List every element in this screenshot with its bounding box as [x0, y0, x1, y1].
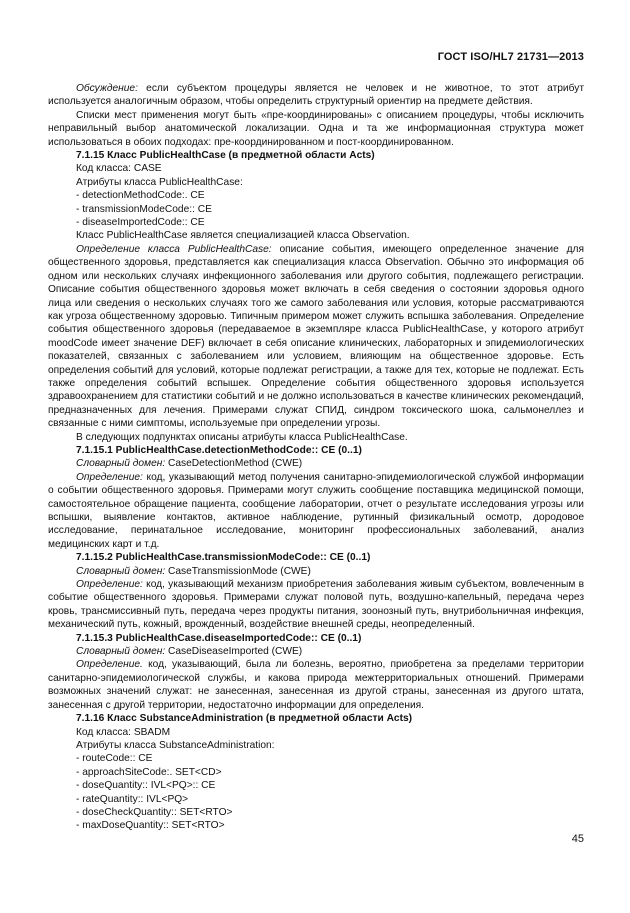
paragraph-text: если субъектом процедуры является не человек и не животное, то этот атрибут используется аналогичным образом, чтобы определить структурный ориентир на предмете действия. — [48, 83, 584, 108]
class-code: Код класса: CASE — [76, 163, 162, 175]
term-label: Словарный домен: — [76, 458, 166, 470]
term-label: Определение. — [76, 659, 143, 671]
vocabulary-domain — [48, 645, 584, 658]
section-heading-substance-administration: 7.1.16 Класс SubstanceAdministration (в предметной области Acts) — [76, 713, 413, 725]
vocabulary-domain — [48, 565, 584, 578]
domain-value: CaseTransmissionMode (CWE) — [165, 565, 311, 577]
term-label: Определение: — [76, 471, 143, 483]
term-label: Определение: — [76, 579, 143, 591]
vocabulary-domain — [48, 457, 584, 470]
term-label: Обсуждение: — [76, 83, 138, 94]
paragraph-text: описание события, имеющего определенное значение для общественного здоровья, представляется как специализация класса Observation. Обычно это информация об одном или нескольких случаях инфекционного заболевания или другого события, подлежащего регистрации. Описание события общественного здоровья может включать в себя сведения о состоянии здоровья одного лица или сведения о нескольких случаях того же самого заболевания или условия, которые рассматриваются как угроза общественному здоровью. Типичным примером может служить вспышка заболевания. Определение события общественного здоровья (передаваемое в экземпляре класса PublicHealthCase, у которого атрибут moodCode имеет значение DEF) включает в себя описание клинических, лабораторных и эпидемиологических показателей, связанных с заболеванием или условием, влияющим на общественное здоровье. Есть определения событий для условий, которые подлежат регистрации, а также для тех, которые не подлежат. Есть также определения событий вспышек. Определение события общественного здоровья используется здравоохранением для статистики событий и не должно использоваться в качестве клинических рекомендаций, предназначенных для лечения. Примерами служат СПИД, синдром токсического шока, сальмонеллез и связанные с ними симптомы, используемые при определении угрозы. — [48, 243, 585, 430]
attribute-item: - routeCode:: CE — [76, 753, 153, 765]
definition-paragraph — [48, 658, 584, 712]
term-label: Определение класса PublicHealthCase: — [76, 243, 272, 255]
paragraph-text: код, указывающий, была ли болезнь, вероятно, приобретена за пределами территории санитарно-эпидемиологической службы, и какова природа межтерриториальных отношений. Примерами возможных значений служат: не занесенная, занесенная из другой страны, занесенная из другого штата, занесенная с другой территории, недостаточно информации для определения. — [48, 659, 584, 711]
attribute-item: - approachSiteCode:. SET<CD> — [76, 766, 222, 778]
attribute-item: - diseaseImportedCode:: CE — [76, 217, 205, 229]
subsection-heading-detection-method: 7.1.15.1 PublicHealthCase.detectionMethodCode:: CE (0..1) — [76, 444, 362, 456]
specialization-note: Класс PublicHealthCase является специализацией класса Observation. — [76, 230, 410, 242]
paragraph-subitems-intro: В следующих подпунктах описаны атрибуты класса PublicHealthCase. — [76, 431, 408, 443]
document-header: ГОСТ ISO/HL7 21731—2013 — [437, 51, 584, 63]
term-label: Словарный домен: — [76, 565, 166, 577]
attributes-label: Атрибуты класса SubstanceAdministration: — [76, 739, 275, 751]
attributes-label: Атрибуты класса PublicHealthCase: — [76, 176, 243, 188]
attribute-item: - detectionMethodCode:. CE — [76, 190, 205, 202]
domain-value: CaseDetectionMethod (CWE) — [165, 458, 303, 470]
attribute-item: - rateQuantity:: IVL<PQ> — [76, 793, 189, 805]
class-code: Код класса: SBADM — [76, 726, 171, 738]
attribute-item: - doseCheckQuantity:: SET<RTO> — [76, 806, 233, 818]
subsection-heading-transmission-mode: 7.1.15.2 PublicHealthCase.transmissionModeCode:: CE (0..1) — [76, 552, 371, 564]
page-number: 45 — [571, 833, 584, 845]
paragraph-class-definition — [48, 243, 584, 431]
subsection-heading-disease-imported: 7.1.15.3 PublicHealthCase.diseaseImportedCode:: CE (0..1) — [76, 632, 362, 644]
paragraph-discussion — [48, 82, 584, 109]
term-label: Словарный домен: — [76, 646, 166, 658]
domain-value: CaseDiseaseImported (CWE) — [165, 646, 303, 658]
definition-paragraph — [48, 578, 584, 632]
page-body — [48, 82, 584, 833]
paragraph-text: код, указывающий метод получения санитарно-эпидемиологической службой информации о событии общественного здоровья. Примерами могут служить сообщение поставщика медицинской помощи, самостоятельное обращение пациента, сообщение лаборатории, отчет о результате исследования угрозы или вспышки, выявление контактов, активное наблюдение, рутинный физикальный осмотр, дородовое исследование, перинатальное исследование, мониторинг профессиональных заболеваний, анализ медицинских карт и т.д. — [48, 471, 584, 550]
attribute-item: - doseQuantity:: IVL<PQ>:: CE — [76, 780, 216, 792]
attribute-item: - transmissionModeCode:: CE — [76, 203, 212, 215]
paragraph-text: код, указывающий механизм приобретения заболевания живым субъектом, вовлеченным в событие общественного здоровья. Примерами служат половой путь, воздушно-капельный, передача через кровь, трансмиссивный путь, передача через продукты питания, зоонозный путь, внутрибольничная инфекция, механический путь, кожный, врожденный, воздействие внешней среды, неопределенный. — [48, 579, 584, 631]
paragraph-site-lists: Списки мест применения могут быть «пре-координированы» с описанием процедуры, чтобы исключить неправильный выбор анатомической локализации. Одна и та же информационная структура может использоваться в обоих подходах: пре-координированном и пост-координированном. — [48, 109, 584, 148]
section-heading-public-health-case: 7.1.15 Класс PublicHealthCase (в предметной области Acts) — [76, 150, 375, 162]
attribute-item: - maxDoseQuantity:: SET<RTO> — [76, 820, 225, 832]
definition-paragraph — [48, 471, 584, 551]
